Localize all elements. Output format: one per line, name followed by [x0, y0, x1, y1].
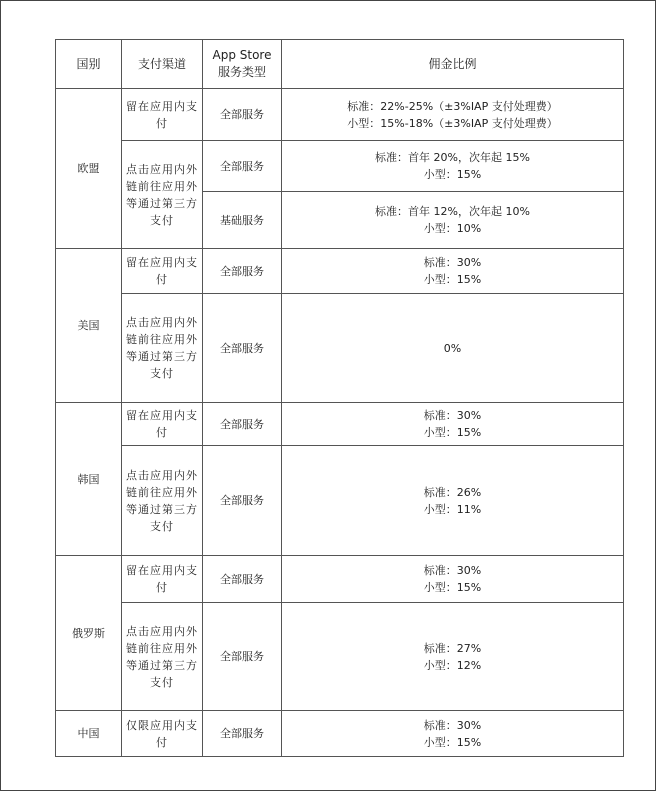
table-row [56, 556, 624, 603]
table-row [56, 141, 624, 192]
rate-small: 小型：10% [423, 222, 482, 235]
service-cell: 全部服务 [203, 711, 282, 757]
table-row [56, 89, 624, 141]
rate-standard: 标准：30% [423, 256, 482, 269]
rate-small: 小型：15% [423, 735, 482, 749]
rate-small: 小型：15% [423, 273, 482, 286]
rate-standard: 标准：首年 20%，次年起 15% [375, 151, 530, 164]
table-row [56, 603, 624, 711]
country-ru: 俄罗斯 [56, 556, 122, 711]
rate-cell [282, 446, 624, 556]
rate-cell [282, 192, 624, 249]
rate-standard: 标准：22%-25%（±3%IAP 支付处理费） [347, 99, 558, 113]
channel-cell: 留在应用内支付 [122, 89, 203, 141]
rate-standard: 标准：26% [423, 485, 482, 499]
table-row [56, 446, 624, 556]
rate-cell [282, 711, 624, 757]
header-commission: 佣金比例 [282, 40, 624, 89]
rate-standard: 标准：27% [423, 641, 482, 655]
header-country: 国别 [56, 40, 122, 89]
rate-small: 小型：12% [423, 658, 482, 672]
service-cell: 全部服务 [203, 89, 282, 141]
channel-cell: 点击应用内外链前往应用外等通过第三方支付 [122, 446, 203, 556]
channel-cell: 留在应用内支付 [122, 403, 203, 446]
service-cell: 全部服务 [203, 294, 282, 403]
rate-cell [282, 403, 624, 446]
rate-standard: 标准：30% [423, 409, 482, 422]
service-cell: 全部服务 [203, 249, 282, 294]
header-channel: 支付渠道 [122, 40, 203, 89]
table-row [56, 711, 624, 757]
rate-standard: 标准：首年 12%，次年起 10% [375, 205, 530, 218]
rate-cell [282, 556, 624, 603]
rate-standard: 标准：30% [423, 564, 482, 577]
rate-small: 小型：15%-18%（±3%IAP 支付处理费） [347, 116, 558, 130]
commission-table [55, 39, 624, 757]
service-cell: 全部服务 [203, 403, 282, 446]
country-kr: 韩国 [56, 403, 122, 556]
rate-cell [282, 603, 624, 711]
channel-cell: 仅限应用内支付 [122, 711, 203, 757]
header-service-type: App Store 服务类型 [203, 40, 282, 89]
service-cell: 全部服务 [203, 446, 282, 556]
rate-small: 小型：11% [423, 502, 482, 516]
rate-cell [282, 141, 624, 192]
service-cell: 全部服务 [203, 556, 282, 603]
service-cell: 基础服务 [203, 192, 282, 249]
table-row [56, 294, 624, 403]
rate-cell: 0% [282, 294, 624, 403]
channel-cell: 点击应用内外链前往应用外等通过第三方支付 [122, 603, 203, 711]
rate-standard: 标准：30% [423, 718, 482, 732]
rate-cell [282, 249, 624, 294]
header-row [56, 40, 624, 89]
channel-cell: 留在应用内支付 [122, 556, 203, 603]
service-cell: 全部服务 [203, 603, 282, 711]
rate-small: 小型：15% [423, 426, 482, 439]
rate-small: 小型：15% [423, 581, 482, 594]
service-cell: 全部服务 [203, 141, 282, 192]
table-row [56, 403, 624, 446]
rate-small: 小型：15% [423, 168, 482, 181]
country-cn: 中国 [56, 711, 122, 757]
channel-cell: 点击应用内外链前往应用外等通过第三方支付 [122, 141, 203, 249]
country-eu: 欧盟 [56, 89, 122, 249]
rate-cell [282, 89, 624, 141]
table-row [56, 249, 624, 294]
country-us: 美国 [56, 249, 122, 403]
channel-cell: 点击应用内外链前往应用外等通过第三方支付 [122, 294, 203, 403]
channel-cell: 留在应用内支付 [122, 249, 203, 294]
